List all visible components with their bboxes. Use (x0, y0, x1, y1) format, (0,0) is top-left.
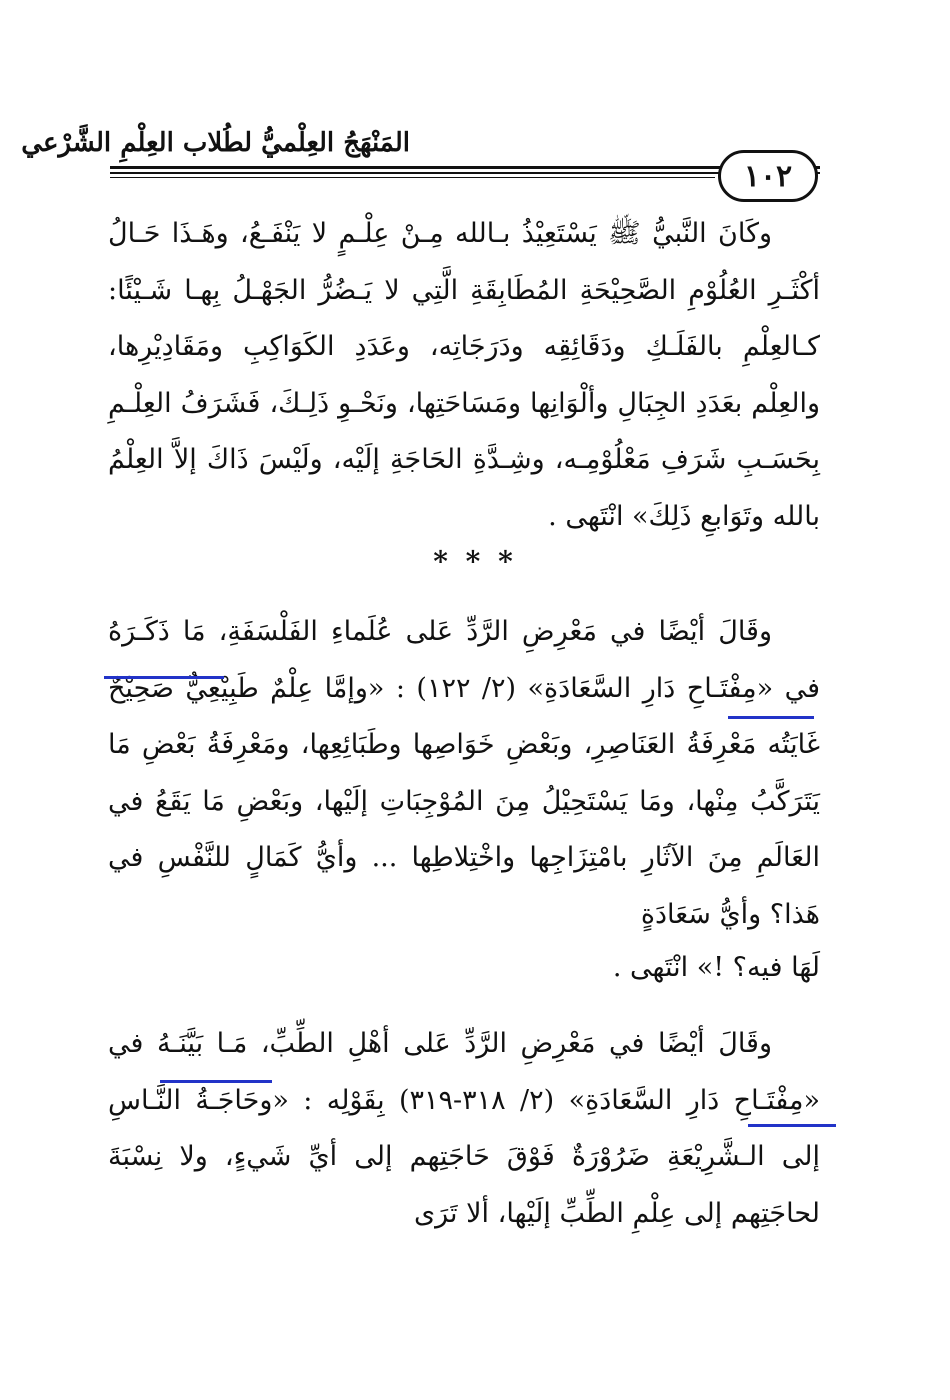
underline-mark (748, 1124, 836, 1127)
header-rule (110, 177, 715, 178)
underline-mark (160, 1080, 272, 1083)
underline-mark (728, 716, 814, 719)
paragraph-2: وقَالَ أيْضًا في مَعْرِضِ الرَّدِّ عَلى عُلَماءِ الفَلْسَفَةِ، مَا ذَكَـرَهُ في «مِفْتَـاحِ دَارِ السَّعَادَةِ» (٢/ ١٢٢) : «وإمَّا عِلْمٌ طَبِيْعِيٌّ صَحِيْحٌ غَايَتُه مَعْرِفَةُ العَنَاصِرِ، وبَعْضِ خَوَاصِها وطَبَائِعِها، ومَعْرِفَةُ بَعْضِ مَا يَتَرَكَّبُ مِنْها، ومَا يَسْتَحِيْلُ مِنَ المُوْجِبَاتِ إلَيْها، وبَعْضِ مَا يَقَعُ في العَالَمِ مِنَ الآثَارِ بامْتِزَاجِها واخْتِلاطِها ... وأيُّ كَمَالٍ للنَّفْسِ في هَذا؟ وأيُّ سَعَادَةٍ (108, 616, 820, 930)
header-rule (110, 166, 820, 169)
page-number: ١٠٢ (743, 158, 793, 194)
header-rule (110, 172, 820, 174)
page-number-frame (718, 150, 818, 202)
running-title: المَنْهَجُ العِلْميُّ لطُلاب العِلْمِ الشَّرْعي (21, 128, 410, 158)
paragraph-3: وقَالَ أيْضًا في مَعْرِضِ الرَّدِّ عَلى أهْلِ الطِّبِّ، مَـا بَيَّنَـهُ في «مِفْتَـاحِ دَارِ السَّعَادَةِ» (٢/ ٣١٨-٣١٩) بِقَوْلِه : «وحَاجَـةُ النَّـاسِ إلى الـشَّرِيْعَةِ ضَرُوْرَةٌ فَوْقَ حَاجَتِهم إلى أيِّ شَيءٍ، ولا نِسْبَةَ لحاجَتِهم إلى عِلْمِ الطِّبِّ إلَيْها، ألا تَرَى (108, 1028, 820, 1229)
paragraph-1: وكَانَ النَّبيُّ ﷺ يَسْتَعِيْذُ بـالله مِـنْ عِلْـمٍ لا يَنْفَـعُ، وهَـذَا حَـالُ أكْثَـرِ العُلُوْمِ الصَّحِيْحَةِ المُطَابِقَةِ الَّتِي لا يَـضُرُّ الجَهْـلُ بِهـا شَـيْئًا: كـالعِلْمِ بالفَلَـكِ ودَقَائِقِه ودَرَجَاتِه، وعَدَدِ الكَوَاكِبِ ومَقَادِيْرِها، والعِلْم بعَدَدِ الجِبَالِ وألْوَانِها ومَسَاحَتِها، ونَحْـوِ ذَلِـكَ، فَشَرَفُ العِلْـمِ بِحَسَـبِ شَرَفِ مَعْلُوْمِـه، وشِـدَّةِ الحَاجَةِ إلَيْه، ولَيْسَ ذَاكَ إلاَّ العِلْمُ بالله وتَوَابعِ ذَلِكَ» انْتَهى . (108, 218, 820, 532)
paragraph-2-end: لَهَا فيه؟ !» انْتَهى . (612, 952, 820, 983)
section-separator: * * * (433, 545, 517, 578)
underline-mark (104, 676, 224, 679)
